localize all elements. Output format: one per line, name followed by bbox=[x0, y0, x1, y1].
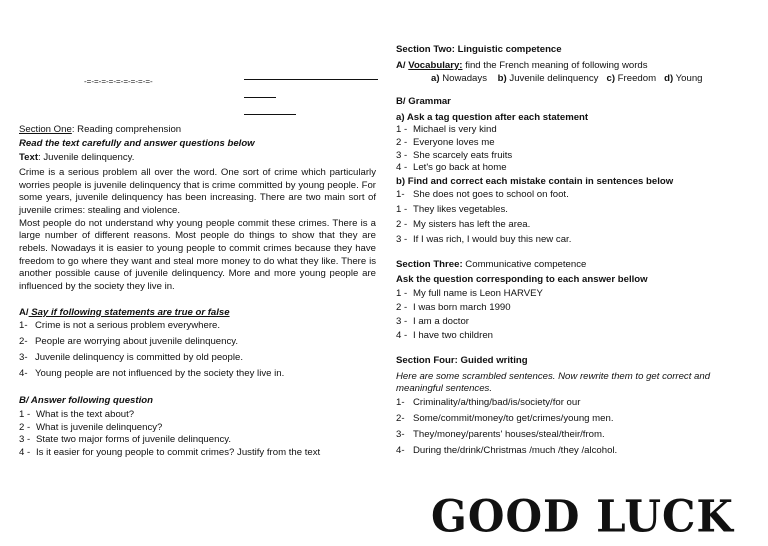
item-text: Is it easier for young people to commit crimes? Justify from the text bbox=[36, 446, 321, 458]
option-text: Freedom bbox=[615, 73, 657, 85]
item-text: What is the text about? bbox=[36, 408, 135, 420]
list-item bbox=[396, 397, 751, 413]
section-three-heading bbox=[396, 259, 751, 272]
list-item bbox=[19, 320, 376, 336]
item-text: Everyone loves me bbox=[413, 136, 495, 148]
list-item bbox=[396, 234, 751, 249]
section-two-title: Section Two: Linguistic competence bbox=[396, 44, 562, 55]
list-item bbox=[396, 445, 751, 461]
item-text: Juvenile delinquency is committed by old people. bbox=[35, 352, 243, 364]
item-number: 1- bbox=[396, 396, 405, 408]
list-item bbox=[19, 447, 376, 460]
item-number: 1 - bbox=[396, 287, 408, 299]
part-a-heading bbox=[19, 307, 376, 320]
part-a-prefix: A/ bbox=[19, 306, 29, 318]
part-b-heading: B/ Answer following question bbox=[19, 395, 153, 407]
item-number: 2 - bbox=[396, 136, 408, 148]
grammar-heading: B/ Grammar bbox=[396, 95, 451, 107]
item-number: 4 - bbox=[19, 446, 31, 458]
option-text: Juvenile delinquency bbox=[506, 73, 599, 85]
option-text: Young bbox=[673, 73, 703, 85]
item-number: 1- bbox=[19, 320, 28, 332]
list-item bbox=[19, 368, 376, 384]
section-three-title: Section Three: bbox=[396, 258, 463, 270]
item-text: They/money/parents' houses/steal/their/from. bbox=[413, 428, 605, 440]
item-number: 3- bbox=[19, 352, 28, 364]
section-one-subtitle: : Reading comprehension bbox=[71, 124, 182, 135]
list-item bbox=[396, 429, 751, 445]
section-four-instruction: Here are some scrambled sentences. Now rewrite them to get correct and meaningful sentences. bbox=[396, 370, 711, 395]
item-text: Criminality/a/thing/bad/is/society/for our bbox=[413, 396, 581, 408]
item-number: 3 - bbox=[396, 233, 408, 245]
list-item bbox=[396, 330, 751, 344]
text-label: Text bbox=[19, 152, 39, 164]
item-number: 3 - bbox=[19, 434, 31, 446]
vocab-label: Vocabulary: bbox=[408, 59, 463, 71]
section-four-title: Section Four: Guided writing bbox=[396, 354, 528, 366]
item-number: 1 - bbox=[396, 124, 408, 136]
mistake-heading: b) Find and correct each mistake contain in sentences below bbox=[396, 175, 674, 187]
vocab-instruction: find the French meaning of following words bbox=[462, 59, 648, 71]
item-number: 2 - bbox=[396, 301, 408, 313]
item-number: 2 - bbox=[19, 421, 31, 433]
option-letter: c) bbox=[606, 73, 616, 85]
item-number: 1 - bbox=[396, 203, 408, 215]
item-number: 3- bbox=[396, 428, 405, 440]
item-text: Crime is not a serious problem everywhere. bbox=[35, 320, 221, 332]
list-item bbox=[19, 352, 376, 368]
item-text: People are worrying about juvenile delinquency. bbox=[35, 336, 239, 348]
item-text: Young people are not influenced by the society they live in. bbox=[35, 368, 285, 380]
left-column bbox=[19, 60, 376, 459]
item-number: 4 - bbox=[396, 162, 408, 174]
section-three-subtitle: Communicative competence bbox=[462, 258, 587, 270]
item-number: 2- bbox=[19, 336, 28, 348]
mistake-list bbox=[396, 189, 751, 249]
list-item bbox=[396, 124, 751, 137]
item-number: 1 - bbox=[19, 408, 31, 420]
item-text: I was born march 1990 bbox=[413, 301, 511, 313]
section-one-title: Section One bbox=[19, 124, 72, 135]
list-item bbox=[396, 219, 751, 234]
item-number: 2- bbox=[396, 412, 405, 424]
list-item bbox=[396, 288, 751, 302]
list-item bbox=[19, 409, 376, 422]
vocabulary-heading bbox=[396, 60, 751, 73]
item-text: My full name is Leon HARVEY bbox=[413, 287, 543, 299]
list-item bbox=[396, 162, 751, 175]
tag-question-list bbox=[396, 124, 751, 175]
list-item bbox=[19, 434, 376, 447]
item-text: My sisters has left the area. bbox=[413, 218, 531, 230]
list-item bbox=[396, 413, 751, 429]
part-a-list bbox=[19, 320, 376, 384]
item-text: During the/drink/Christmas /much /they /alcohol. bbox=[413, 444, 618, 456]
section-three-list bbox=[396, 288, 751, 344]
list-item bbox=[19, 422, 376, 435]
option-letter: a) bbox=[431, 73, 440, 85]
item-number: 2 - bbox=[396, 218, 408, 230]
list-item bbox=[396, 137, 751, 150]
section-four-list bbox=[396, 397, 751, 461]
vocab-prefix: A/ bbox=[396, 59, 409, 71]
item-number: 3 - bbox=[396, 149, 408, 161]
item-text: Some/commit/money/to get/crimes/young men. bbox=[413, 412, 614, 424]
item-number: 4 - bbox=[396, 329, 408, 341]
option-letter: b) bbox=[497, 73, 507, 85]
header-dashes: -=-=-=-=-=-=-=-=-=- bbox=[84, 77, 153, 86]
good-luck-banner: GOOD LUCK bbox=[431, 490, 734, 543]
option-letter: d) bbox=[664, 73, 674, 85]
item-text: If I was rich, I would buy this new car. bbox=[413, 233, 572, 245]
part-a-title: Say if following statements are true or false bbox=[28, 306, 230, 318]
item-text: She does not goes to school on foot. bbox=[413, 188, 569, 200]
item-text: State two major forms of juvenile delinquency. bbox=[36, 434, 231, 446]
right-column bbox=[396, 44, 751, 461]
vocabulary-options bbox=[396, 73, 751, 86]
section-one-instruction: Read the text carefully and answer questions below bbox=[19, 137, 255, 149]
item-number: 4- bbox=[396, 444, 405, 456]
list-item bbox=[396, 316, 751, 330]
tag-question-heading: a) Ask a tag question after each statement bbox=[396, 111, 589, 123]
section-three-instruction: Ask the question corresponding to each answer bellow bbox=[396, 274, 648, 286]
item-number: 4- bbox=[19, 368, 28, 380]
item-text: She scarcely eats fruits bbox=[413, 149, 513, 161]
item-number: 1- bbox=[396, 188, 405, 200]
list-item bbox=[396, 204, 751, 219]
item-text: Michael is very kind bbox=[413, 124, 497, 136]
list-item bbox=[19, 336, 376, 352]
part-b-list bbox=[19, 409, 376, 460]
item-text: What is juvenile delinquency? bbox=[36, 421, 163, 433]
option-text: Nowadays bbox=[439, 73, 487, 85]
text-title bbox=[19, 152, 376, 165]
item-text: They likes vegetables. bbox=[413, 203, 508, 215]
list-item bbox=[396, 302, 751, 316]
item-number: 3 - bbox=[396, 315, 408, 327]
item-text: Let's go back at home bbox=[413, 162, 507, 174]
text-title-value: : Juvenile delinquency. bbox=[38, 152, 135, 164]
list-item bbox=[396, 189, 751, 204]
paragraph-2: Most people do not understand why young people commit these crimes. There is a large number of different reasons. Most people do things to show that they are rebels. Nowadays it is easier to young people to commit crimes because they have freedom to go where they want and steal more money to do what they like. There is another possible cause of juvenile delinquency. More and more young people are influenced by the society they live in. bbox=[19, 217, 376, 292]
list-item bbox=[396, 150, 751, 163]
section-one-heading bbox=[19, 124, 376, 137]
paragraph-1: Crime is a serious problem all over the word. One sort of crime which particularly worries people is juvenile delinquency that is crime committed by young people. For some years, juvenile delinquency has been increasing. There are two main sort of juvenile crimes: stealing and violence. bbox=[19, 166, 376, 216]
item-text: I have two children bbox=[413, 329, 493, 341]
item-text: I am a doctor bbox=[413, 315, 469, 327]
